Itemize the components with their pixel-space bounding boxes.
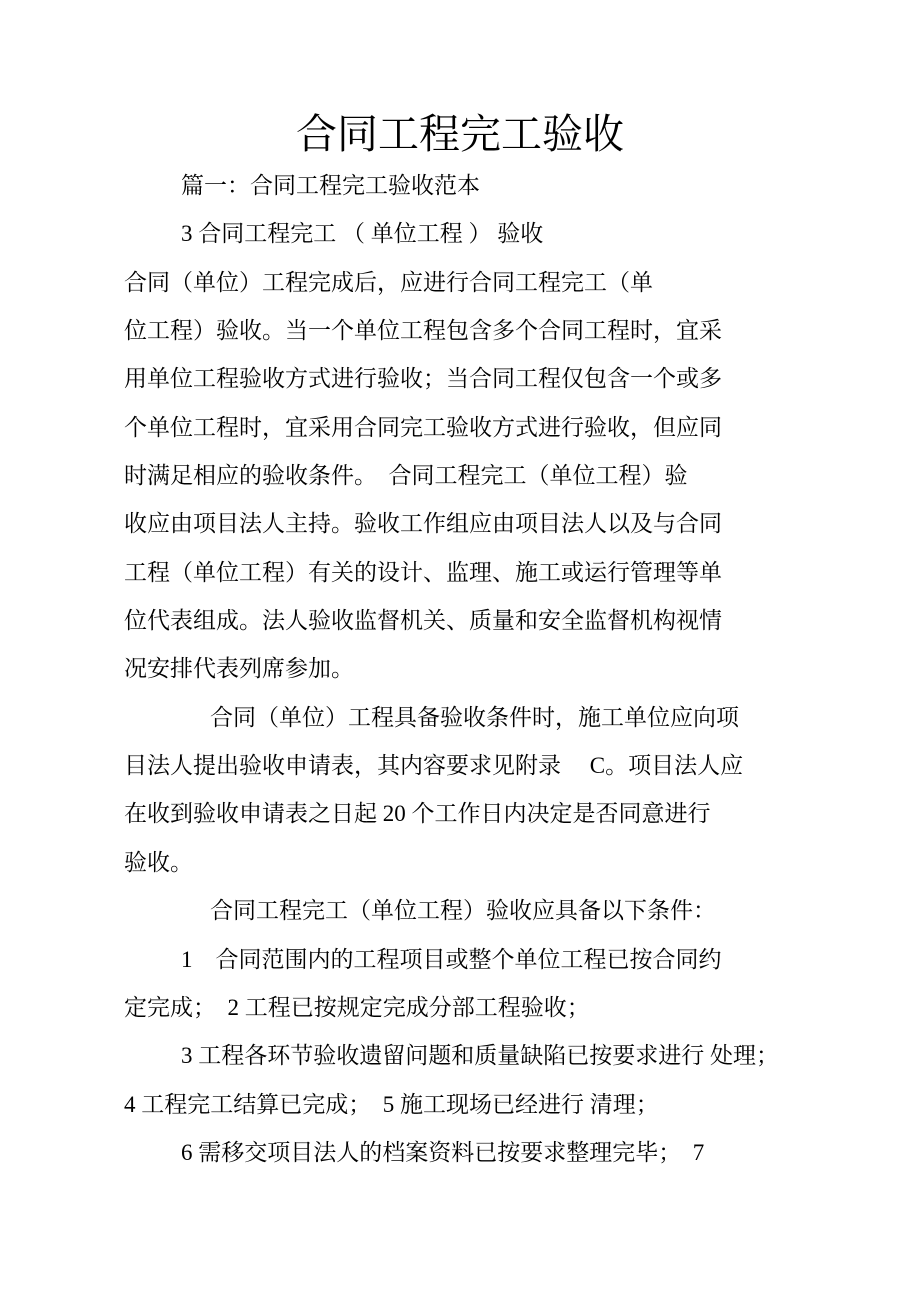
doc-line: 合同工程完工（单位工程）验收应具备以下条件： <box>210 898 716 924</box>
doc-line: 况安排代表列席参加。 <box>124 656 354 682</box>
doc-line: 4 工程完工结算已完成； 5 施工现场已经进行 清理； <box>124 1091 659 1117</box>
doc-line: 验收。 <box>124 849 193 875</box>
doc-line: 时满足相应的验收条件。 合同工程完工（单位工程）验 <box>124 463 688 489</box>
doc-line: 定完成； 2 工程已按规定完成分部工程验收； <box>124 994 590 1020</box>
doc-line: 个单位工程时，宜采用合同完工验收方式进行验收，但应同 <box>124 414 722 440</box>
doc-line: 篇一：合同工程完工验收范本 <box>181 173 480 198</box>
doc-line: 收应由项目法人主持。验收工作组应由项目法人以及与合同 <box>124 511 722 537</box>
document-title: 合同工程完工验收 <box>296 111 624 157</box>
doc-line: 合同（单位）工程完成后，应进行合同工程完工（单 <box>124 269 653 295</box>
doc-line: 位工程）验收。当一个单位工程包含多个合同工程时，宜采 <box>124 318 722 344</box>
doc-line: 合同（单位）工程具备验收条件时，施工单位应向项 <box>210 704 739 730</box>
doc-line: 6 需移交项目法人的档案资料已按要求整理完毕； 7 <box>181 1139 705 1165</box>
doc-line: 目法人提出验收申请表，其内容要求见附录 C。项目法人应 <box>124 753 744 779</box>
doc-line: 1 合同范围内的工程项目或整个单位工程已按合同约 <box>181 946 722 972</box>
document-body <box>124 162 824 1177</box>
doc-line: 工程（单位工程）有关的设计、监理、施工或运行管理等单 <box>124 559 722 585</box>
doc-line: 3 合同工程完工 （ 单位工程 ） 验收 <box>181 221 544 247</box>
doc-line: 在收到验收申请表之日起 20 个工作日内决定是否同意进行 <box>124 801 711 827</box>
doc-line: 位代表组成。法人验收监督机关、质量和安全监督机构视情 <box>124 608 722 634</box>
doc-line: 用单位工程验收方式进行验收；当合同工程仅包含一个或多 <box>124 366 722 392</box>
doc-line: 3 工程各环节验收遗留问题和质量缺陷已按要求进行 处理； <box>181 1043 779 1069</box>
